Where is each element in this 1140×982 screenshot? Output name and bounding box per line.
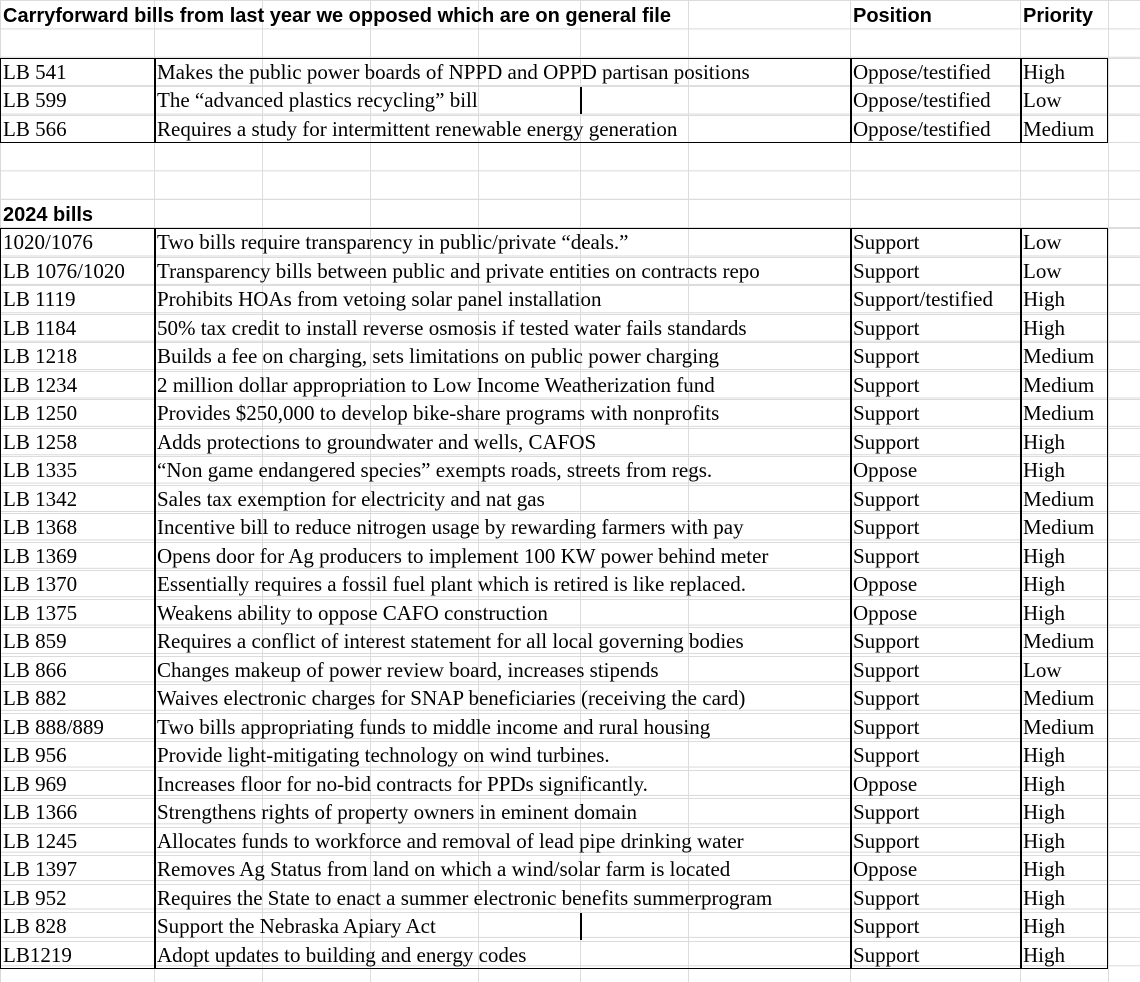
column-divider xyxy=(154,228,156,969)
priority-cell: High xyxy=(1023,543,1065,568)
priority-cell: High xyxy=(1023,287,1065,311)
description-cell: The “advanced plastics recycling” bill xyxy=(157,88,478,113)
priority-cell: Low xyxy=(1023,88,1062,113)
description-cell: Allocates funds to workforce and removal of lead pipe drinking water xyxy=(157,828,744,853)
position-cell: Support xyxy=(853,629,920,653)
position-cell: Support xyxy=(853,800,920,824)
table-row xyxy=(0,399,1140,428)
priority-cell: Low xyxy=(1023,258,1062,283)
column-divider xyxy=(850,58,852,143)
description-cell: Two bills require transparency in public/private “deals.” xyxy=(157,230,629,254)
description-cell: Waives electronic charges for SNAP beneficiaries (receiving the card) xyxy=(157,686,746,710)
bill-cell: LB 566 xyxy=(3,116,67,141)
bill-cell: LB 1184 xyxy=(3,315,77,340)
table-row xyxy=(0,58,1140,86)
description-cell: Requires a study for intermittent renewable energy generation xyxy=(157,116,678,141)
table-row xyxy=(0,456,1140,485)
position-cell: Oppose/testified xyxy=(853,60,991,84)
table-row xyxy=(0,485,1140,514)
position-cell: Support xyxy=(853,401,920,425)
table-row xyxy=(0,713,1140,742)
table-row xyxy=(0,542,1140,571)
position-cell: Support xyxy=(853,230,920,254)
description-cell: 2 million dollar appropriation to Low Income Weatherization fund xyxy=(157,372,715,397)
table-row xyxy=(0,684,1140,713)
position-cell: Support xyxy=(853,914,920,938)
table-row xyxy=(0,115,1140,143)
bill-cell: LB 1366 xyxy=(3,800,78,824)
bill-cell: LB 866 xyxy=(3,657,67,682)
table-row xyxy=(0,656,1140,685)
table-row xyxy=(0,513,1140,542)
priority-cell: High xyxy=(1023,914,1065,938)
bill-cell: LB 1258 xyxy=(3,429,78,454)
position-cell: Support xyxy=(853,828,920,853)
cell-divider xyxy=(580,87,582,114)
description-cell: Requires the State to enact a summer electronic benefits summerprogram xyxy=(157,885,773,910)
bill-cell: 1020/1076 xyxy=(3,230,93,254)
priority-cell: Low xyxy=(1023,657,1062,682)
priority-cell: Medium xyxy=(1023,629,1095,653)
priority-cell: High xyxy=(1023,60,1065,84)
priority-cell: Medium xyxy=(1023,486,1095,511)
bill-cell: LB 541 xyxy=(3,60,67,84)
table-row xyxy=(0,741,1140,770)
priority-cell: High xyxy=(1023,771,1065,796)
position-cell: Support xyxy=(853,885,920,910)
table-row xyxy=(0,770,1140,799)
table-row xyxy=(0,342,1140,371)
position-cell: Oppose/testified xyxy=(853,116,991,141)
position-cell: Support xyxy=(853,743,920,767)
priority-cell: High xyxy=(1023,857,1065,881)
column-divider xyxy=(154,58,156,143)
description-cell: Incentive bill to reduce nitrogen usage by rewarding farmers with pay xyxy=(157,515,744,539)
bill-cell: LB 956 xyxy=(3,743,67,767)
priority-cell: Medium xyxy=(1023,515,1095,539)
table-row xyxy=(0,627,1140,656)
table-row xyxy=(0,855,1140,884)
header-row xyxy=(0,0,1140,28)
table-row xyxy=(0,228,1140,257)
description-cell: Essentially requires a fossil fuel plant which is retired is like replaced. xyxy=(157,572,746,596)
position-cell: Support xyxy=(853,258,920,283)
position-cell: Oppose xyxy=(853,458,918,482)
bill-cell: LB 1245 xyxy=(3,828,78,853)
description-cell: 50% tax credit to install reverse osmosis if tested water fails standards xyxy=(157,315,747,340)
description-cell: Sales tax exemption for electricity and nat gas xyxy=(157,486,545,511)
table-row xyxy=(0,599,1140,628)
priority-cell: Medium xyxy=(1023,372,1095,397)
column-divider xyxy=(1020,228,1022,969)
bill-cell: LB 859 xyxy=(3,629,67,653)
section2-header-row xyxy=(0,199,1140,227)
description-cell: Weakens ability to oppose CAFO construction xyxy=(157,600,548,625)
position-cell: Oppose/testified xyxy=(853,88,991,113)
bill-cell: LB 1368 xyxy=(3,515,78,539)
bill-cell: LB 1218 xyxy=(3,344,78,368)
priority-cell: Medium xyxy=(1023,714,1095,739)
description-cell: Prohibits HOAs from vetoing solar panel installation xyxy=(157,287,602,311)
position-cell: Oppose xyxy=(853,857,918,881)
bill-cell: LB 599 xyxy=(3,88,67,113)
priority-cell: High xyxy=(1023,458,1065,482)
table-row xyxy=(0,941,1140,970)
description-cell: Requires a conflict of interest statement for all local governing bodies xyxy=(157,629,744,653)
bill-cell: LB 969 xyxy=(3,771,67,796)
priority-cell: High xyxy=(1023,942,1065,967)
bill-cell: LB 1369 xyxy=(3,543,78,568)
bill-cell: LB1219 xyxy=(3,942,72,967)
description-cell: Builds a fee on charging, sets limitations on public power charging xyxy=(157,344,720,368)
description-cell: Adds protections to groundwater and wells, CAFOS xyxy=(157,429,597,454)
description-cell: Strengthens rights of property owners in eminent domain xyxy=(157,800,637,824)
position-cell: Support xyxy=(853,315,920,340)
position-cell: Support xyxy=(853,714,920,739)
priority-cell: High xyxy=(1023,885,1065,910)
table-row xyxy=(0,570,1140,599)
priority-cell: Low xyxy=(1023,230,1062,254)
position-header: Position xyxy=(853,5,932,27)
bill-cell: LB 882 xyxy=(3,686,67,710)
description-cell: Opens door for Ag producers to implement 100 KW power behind meter xyxy=(157,543,769,568)
bill-cell: LB 888/889 xyxy=(3,714,104,739)
description-cell: Support the Nebraska Apiary Act xyxy=(157,914,436,938)
position-cell: Support xyxy=(853,657,920,682)
position-cell: Oppose xyxy=(853,600,918,625)
column-divider xyxy=(1020,58,1022,143)
table-row xyxy=(0,257,1140,286)
priority-cell: High xyxy=(1023,743,1065,767)
priority-cell: High xyxy=(1023,572,1065,596)
description-cell: Adopt updates to building and energy codes xyxy=(157,942,527,967)
bill-cell: LB 1370 xyxy=(3,572,78,596)
position-cell: Support xyxy=(853,486,920,511)
priority-cell: Medium xyxy=(1023,344,1095,368)
bill-cell: LB 1234 xyxy=(3,372,78,397)
position-cell: Support/testified xyxy=(853,287,993,311)
bill-cell: LB 1076/1020 xyxy=(3,258,125,283)
description-cell: “Non game endangered species” exempts roads, streets from regs. xyxy=(157,458,713,482)
table-row xyxy=(0,428,1140,457)
section2-title: 2024 bills xyxy=(3,204,94,226)
position-cell: Support xyxy=(853,344,920,368)
description-cell: Changes makeup of power review board, increases stipends xyxy=(157,657,659,682)
position-cell: Support xyxy=(853,543,920,568)
position-cell: Support xyxy=(853,429,920,454)
table-row xyxy=(0,285,1140,314)
description-cell: Removes Ag Status from land on which a wind/solar farm is located xyxy=(157,857,731,881)
bill-cell: LB 828 xyxy=(3,914,67,938)
priority-cell: High xyxy=(1023,315,1065,340)
table-row xyxy=(0,912,1140,941)
priority-cell: Medium xyxy=(1023,116,1095,141)
bill-cell: LB 1119 xyxy=(3,287,76,311)
table-row xyxy=(0,86,1140,114)
description-cell: Increases floor for no-bid contracts for PPDs significantly. xyxy=(157,771,648,796)
priority-cell: High xyxy=(1023,828,1065,853)
position-cell: Support xyxy=(853,515,920,539)
table-row xyxy=(0,371,1140,400)
table-row xyxy=(0,314,1140,343)
bill-cell: LB 952 xyxy=(3,885,67,910)
section1-title: Carryforward bills from last year we opposed which are on general file xyxy=(3,5,671,27)
table-row xyxy=(0,884,1140,913)
position-cell: Support xyxy=(853,942,920,967)
position-cell: Support xyxy=(853,686,920,710)
bill-cell: LB 1397 xyxy=(3,857,78,881)
bill-cell: LB 1250 xyxy=(3,401,78,425)
position-cell: Oppose xyxy=(853,771,918,796)
description-cell: Makes the public power boards of NPPD and OPPD partisan positions xyxy=(157,60,750,84)
priority-cell: High xyxy=(1023,600,1065,625)
description-cell: Two bills appropriating funds to middle income and rural housing xyxy=(157,714,711,739)
priority-header: Priority xyxy=(1023,5,1094,27)
table-row xyxy=(0,798,1140,827)
priority-cell: High xyxy=(1023,800,1065,824)
bill-cell: LB 1342 xyxy=(3,486,78,511)
position-cell: Support xyxy=(853,372,920,397)
column-divider xyxy=(850,228,852,969)
position-cell: Oppose xyxy=(853,572,918,596)
description-cell: Provide light-mitigating technology on wind turbines. xyxy=(157,743,610,767)
table-row xyxy=(0,827,1140,856)
bill-cell: LB 1375 xyxy=(3,600,78,625)
cell-divider xyxy=(580,913,582,940)
description-cell: Transparency bills between public and private entities on contracts repo xyxy=(157,258,760,283)
description-cell: Provides $250,000 to develop bike-share programs with nonprofits xyxy=(157,401,720,425)
priority-cell: Medium xyxy=(1023,401,1095,425)
priority-cell: Medium xyxy=(1023,686,1095,710)
priority-cell: High xyxy=(1023,429,1065,454)
bill-cell: LB 1335 xyxy=(3,458,78,482)
